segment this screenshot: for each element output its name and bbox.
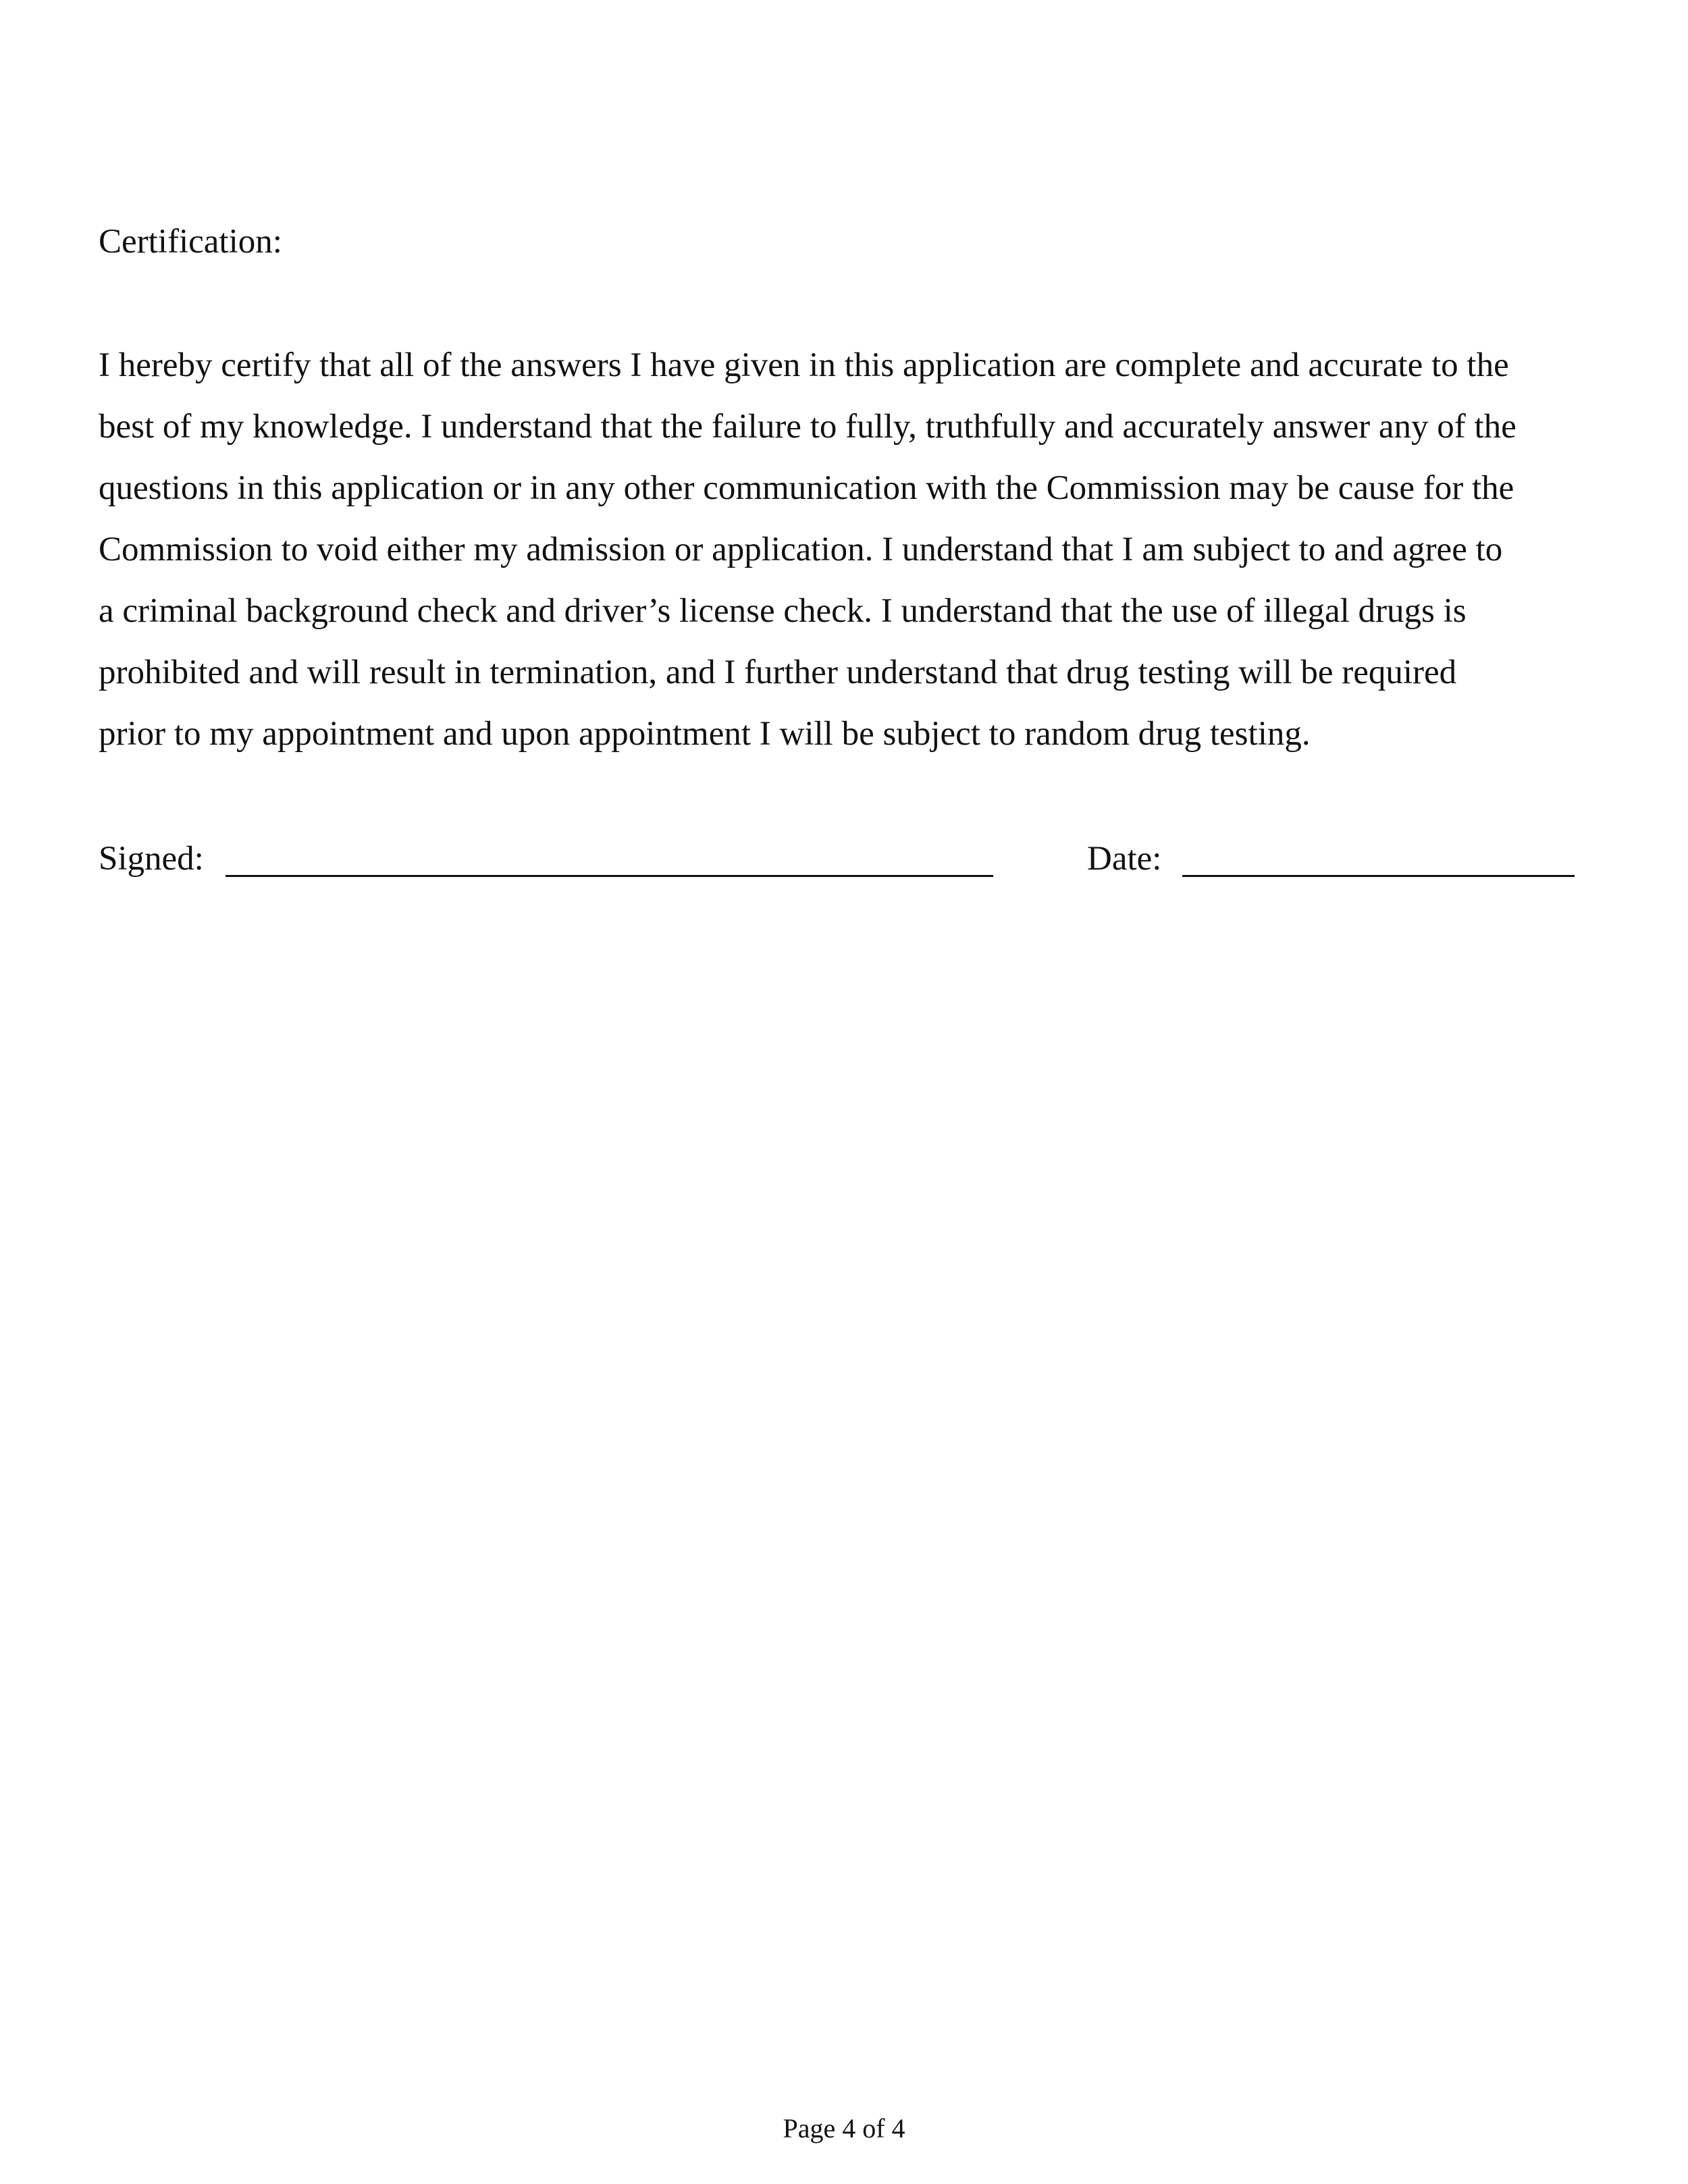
date-label: Date: [1087,840,1162,878]
paragraph-line: I hereby certify that all of the answers I have given in this application are complete and accurate to the [99,346,1509,384]
paragraph-line: a criminal background check and driver’s license check. I understand that the use of illegal drugs is [99,592,1467,630]
certification-heading: Certification: [99,223,282,261]
paragraph-line: Commission to void either my admission or application. I understand that I am subject to and agree to [99,531,1503,568]
date-line[interactable] [1182,875,1575,877]
page-number: Page 4 of 4 [783,2113,905,2143]
signed-label: Signed: [99,840,204,878]
paragraph-line: questions in this application or in any other communication with the Commission may be cause for the [99,469,1514,507]
paragraph-line: prior to my appointment and upon appointment I will be subject to random drug testing. [99,715,1311,753]
paragraph-line: prohibited and will result in termination, and I further understand that drug testing will be required [99,654,1457,691]
paragraph-line: best of my knowledge. I understand that the failure to fully, truthfully and accurately answer any of the [99,408,1516,446]
signature-line[interactable] [226,875,993,877]
